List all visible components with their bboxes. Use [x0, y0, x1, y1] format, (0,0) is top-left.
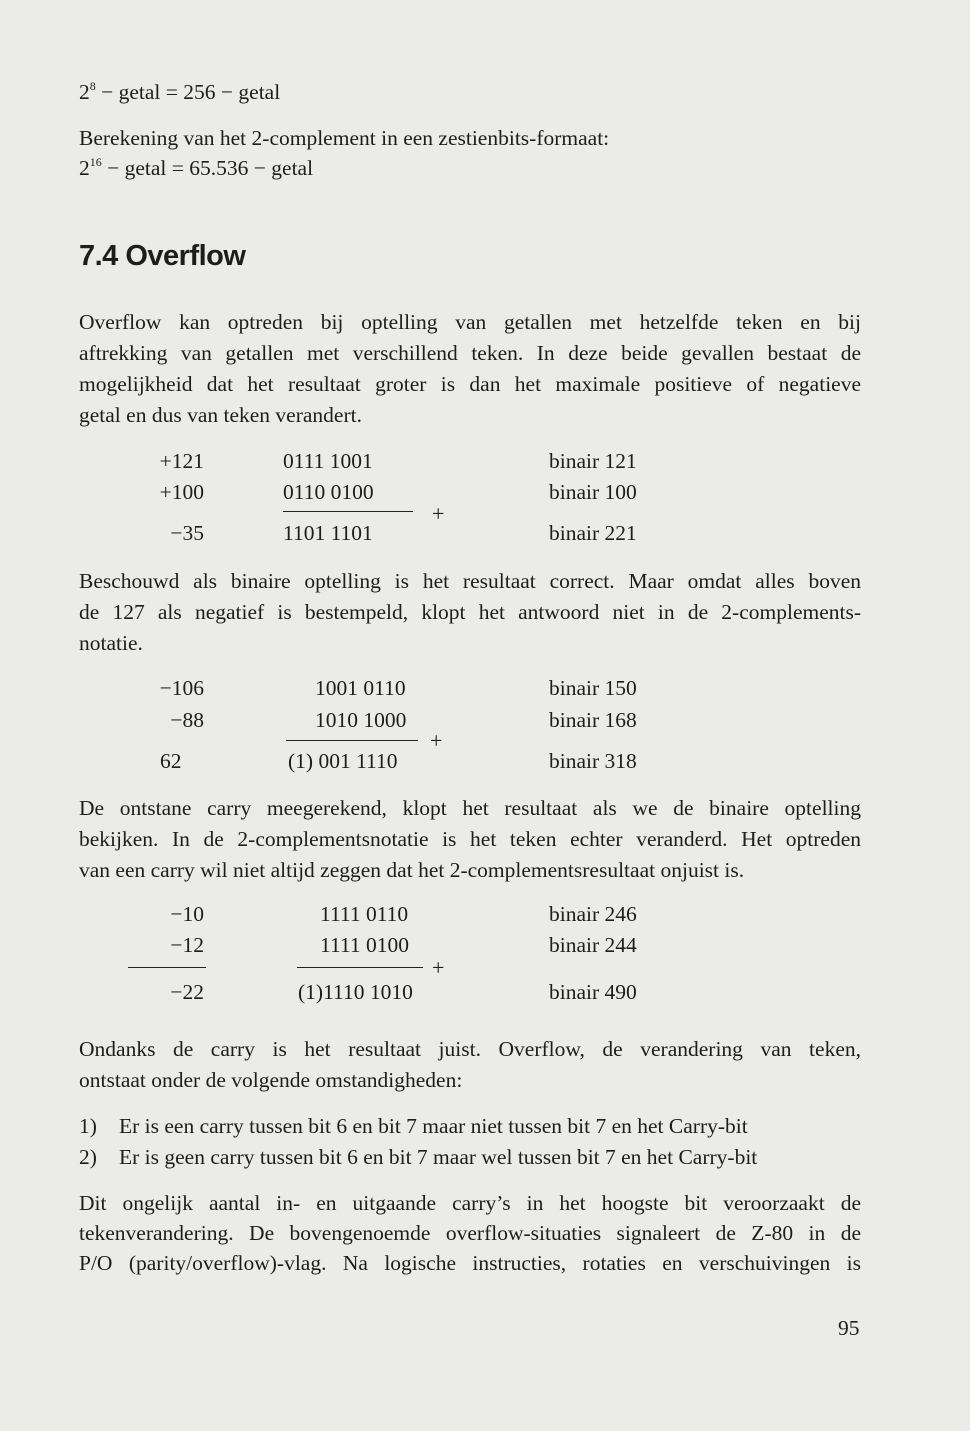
formula-8bit: $2^8$ − getal = 256 − getal: [79, 79, 281, 104]
example2-note-2: binair 168: [549, 708, 637, 732]
example2-bin-result: (1) 001 1110: [288, 749, 398, 773]
example1-note-2: binair 100: [549, 480, 637, 504]
example1-dec-2: +100: [159, 480, 204, 504]
example2-dec-2: −88: [170, 708, 204, 732]
para3-line: van een carry wil niet altijd zeggen dat het 2-complementsresultaat onjuist is.: [79, 858, 745, 882]
para5-line: P/O (parity/overflow)-vlag. Na logische instructies, rotaties en verschuivingen is: [79, 1251, 861, 1275]
example3-sum-rule: [297, 967, 423, 968]
condition-text: Er is geen carry tussen bit 6 en bit 7 maar wel tussen bit 7 en het Carry-bit: [119, 1145, 758, 1169]
condition-number: 2): [79, 1145, 97, 1169]
example2-sum-rule: [286, 740, 418, 741]
para3-line: bekijken. In de 2-complementsnotatie is het teken echter veranderd. Het optreden: [79, 827, 861, 851]
para5-line: Dit ongelijk aantal in- en uitgaande carry’s in het hoogste bit veroorzaakt de: [79, 1191, 861, 1215]
example3-bin-result: (1)1110 1010: [298, 980, 413, 1004]
example3-note-result: binair 490: [549, 980, 637, 1004]
example3-dec-1: −10: [170, 902, 204, 926]
example3-dec-result: −22: [170, 980, 204, 1004]
para1-line: aftrekking van getallen met verschillend teken. In deze beide gevallen bestaat de: [79, 341, 861, 365]
example2-note-1: binair 150: [549, 676, 637, 700]
para2-line: de 127 als negatief is bestempeld, klopt het antwoord niet in de 2-complements-: [79, 600, 861, 624]
example2-bin-2: 1010 1000: [315, 708, 407, 732]
condition-text: Er is een carry tussen bit 6 en bit 7 maar niet tussen bit 7 en het Carry-bit: [119, 1114, 748, 1138]
example3-plus-sign: +: [432, 955, 445, 980]
para1-line: mogelijkheid dat het resultaat groter is dan het maximale positieve of negatieve: [79, 372, 861, 396]
example3-bin-2: 1111 0100: [320, 933, 409, 957]
example1-note-1: binair 121: [549, 449, 637, 473]
example2-bin-1: 1001 0110: [315, 676, 406, 700]
example3-bin-1: 1111 0110: [320, 902, 409, 926]
page-number: 95: [838, 1316, 860, 1340]
example3-note-1: binair 246: [549, 902, 637, 926]
example1-bin-result: 1101 1101: [283, 521, 373, 545]
example3-dec-rule: [128, 967, 206, 968]
example1-note-result: binair 221: [549, 521, 637, 545]
example3-dec-2: −12: [170, 933, 204, 957]
para2-line: notatie.: [79, 631, 143, 655]
example1-bin-1: 0111 1001: [283, 449, 373, 473]
example2-note-result: binair 318: [549, 749, 637, 773]
para4-line: Ondanks de carry is het resultaat juist. Overflow, de verandering van teken,: [79, 1037, 861, 1061]
example1-dec-1: +121: [159, 449, 204, 473]
example2-dec-1: −106: [159, 676, 204, 700]
para3-line: De ontstane carry meegerekend, klopt het resultaat als we de binaire optelling: [79, 796, 861, 820]
example2-dec-result: 62: [160, 749, 182, 773]
section-heading: 7.4 Overflow: [79, 240, 246, 272]
para4-line: ontstaat onder de volgende omstandigheden:: [79, 1068, 463, 1092]
para2-line: Beschouwd als binaire optelling is het resultaat correct. Maar omdat alles boven: [79, 569, 861, 593]
example1-sum-rule: [283, 511, 413, 512]
example3-note-2: binair 244: [549, 933, 637, 957]
formula-16bit: $2^{16}$ − getal = 65.536 − getal: [79, 155, 314, 180]
para1-line: getal en dus van teken verandert.: [79, 403, 362, 427]
example2-plus-sign: +: [430, 728, 443, 753]
para1-line: Overflow kan optreden bij optelling van getallen met hetzelfde teken en bij: [79, 310, 861, 334]
example1-dec-result: −35: [170, 521, 204, 545]
example1-plus-sign: +: [432, 501, 445, 526]
para5-line: tekenverandering. De bovengenoemde overflow-situaties signaleert de Z-80 in de: [79, 1221, 861, 1245]
condition-number: 1): [79, 1114, 97, 1138]
example1-bin-2: 0110 0100: [283, 480, 374, 504]
calc-16bit-label: Berekening van het 2-complement in een zestienbits-formaat:: [79, 126, 610, 150]
